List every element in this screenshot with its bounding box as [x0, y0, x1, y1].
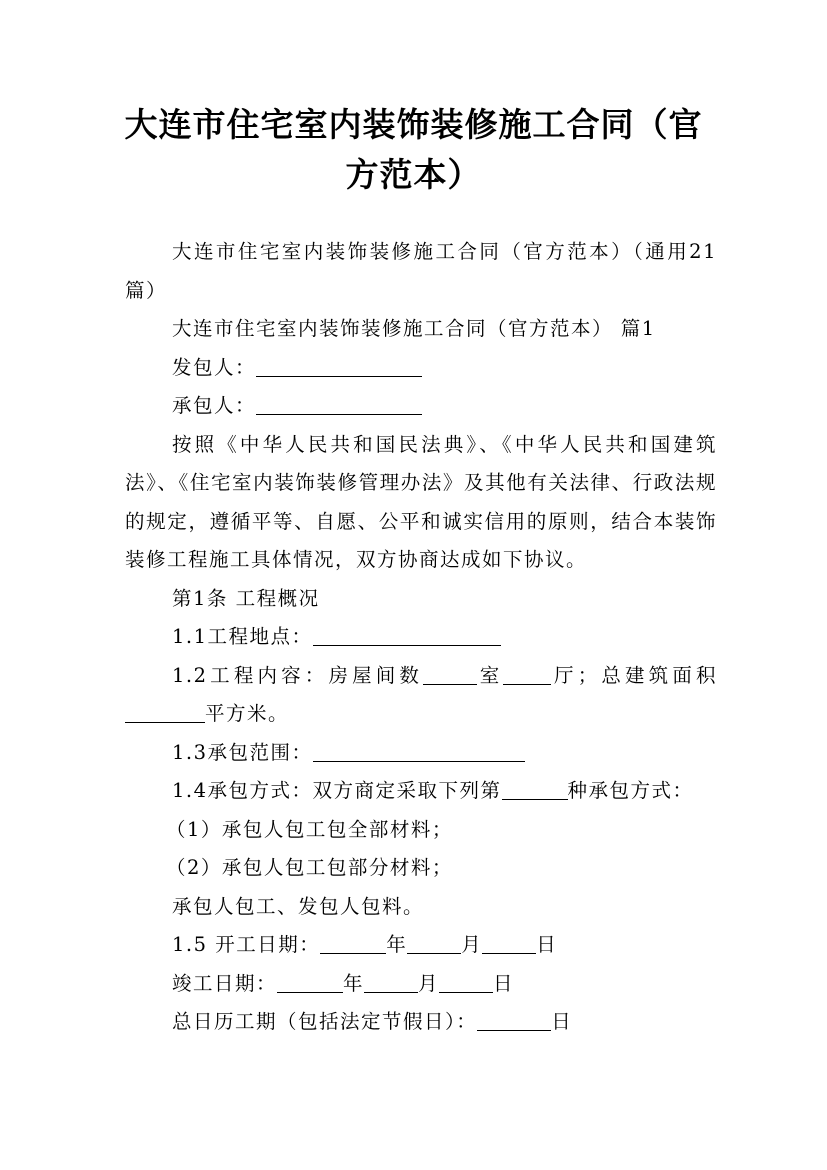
contractor-label: 承包人：: [172, 394, 257, 417]
finish-year-blank: [277, 972, 343, 993]
subtitle: 大连市住宅室内装饰装修施工合同（官方范本）（通用21篇）: [125, 240, 717, 302]
finish-month-blank: [364, 972, 418, 993]
employer-blank: [256, 356, 422, 377]
start-year-blank: [320, 933, 386, 954]
halls-blank: [503, 664, 551, 685]
contractor-line: [125, 387, 717, 426]
month-unit: 月: [461, 933, 483, 956]
option-2: （2）承包人包工包部分材料；: [166, 856, 453, 879]
year-unit: 年: [343, 971, 365, 995]
clause-1-1-label: 1.1工程地点：: [172, 625, 313, 648]
employer-line: [125, 349, 717, 388]
finish-day-blank: [439, 972, 493, 993]
clause-1-4: [125, 772, 717, 811]
clause-1-1: [125, 618, 717, 657]
clause-1-4-suffix: 种承包方式：: [567, 779, 694, 802]
area-label: 厅；总建筑面积: [551, 663, 717, 687]
total-duration-label: 总日历工期（包括法定节假日）：: [172, 1010, 478, 1033]
scope-blank: [313, 741, 525, 762]
total-days-blank: [477, 1010, 551, 1031]
location-blank: [313, 625, 501, 646]
rooms-blank: [423, 664, 477, 685]
clause-1-2: [125, 657, 717, 734]
preamble-paragraph: 按照《中华人民共和国民法典》、《中华人民共和国建筑法》、《住宅室内装饰装修管理办法》及其他有关法律、行政法规的规定，遵循平等、自愿、公平和诚实信用的原则，结合本装饰装修工程施工具体情况，双方协商达成如下协议。: [125, 432, 717, 571]
option-3: 承包人包工、发包人包料。: [172, 894, 425, 918]
clause-1-3: [125, 734, 717, 773]
start-month-blank: [407, 933, 461, 954]
start-date-label: 1.5 开工日期：: [172, 933, 321, 956]
clause-1-2-label: 1.2工程内容：房屋间数: [172, 663, 424, 687]
clause-1-4-label: 1.4承包方式：双方商定采取下列第: [172, 779, 502, 802]
document-title: 大连市住宅室内装饰装修施工合同（官方范本）: [124, 105, 703, 194]
month-unit: 月: [418, 971, 440, 995]
total-duration-line: [125, 1003, 717, 1042]
employer-label: 发包人：: [172, 355, 257, 379]
day-unit: 日: [536, 933, 558, 956]
section-heading: 大连市住宅室内装饰装修施工合同（官方范本） 篇1: [172, 317, 656, 340]
start-day-blank: [482, 933, 536, 954]
contractor-blank: [256, 394, 422, 415]
day-unit: 日: [493, 971, 515, 995]
article-1-heading: 第1条 工程概况: [172, 586, 320, 610]
year-unit: 年: [386, 933, 408, 956]
area-unit: 平方米。: [205, 702, 290, 725]
finish-date-label: 竣工日期：: [172, 971, 278, 995]
room-unit: 室: [477, 663, 504, 687]
method-blank: [502, 779, 568, 800]
option-1: （1）承包人包工包全部材料；: [166, 817, 453, 841]
area-blank: [125, 702, 205, 723]
day-unit: 日: [551, 1010, 573, 1033]
clause-1-5-start: [125, 926, 717, 965]
finish-date-line: [125, 965, 717, 1004]
clause-1-3-label: 1.3承包范围：: [172, 740, 313, 764]
document-body: [125, 233, 717, 1042]
